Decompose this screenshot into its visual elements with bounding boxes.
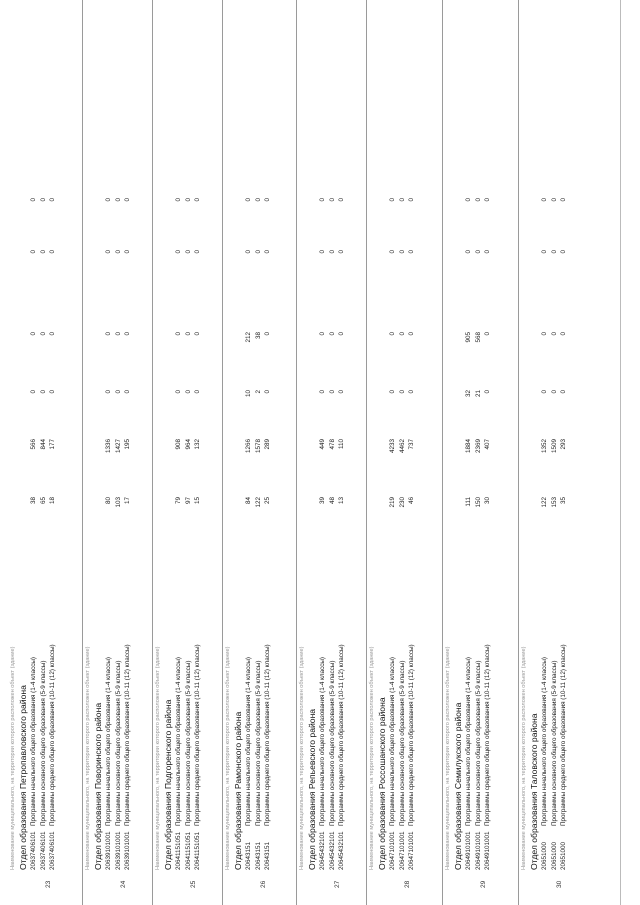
value-cell: 13 xyxy=(338,497,346,505)
program-description: Программы основного общего образования (5-9 классы) xyxy=(398,660,406,826)
value-cell: 0 xyxy=(114,198,122,202)
value-cell: 844 xyxy=(39,439,47,450)
value-cell: 0 xyxy=(254,250,262,254)
value-cell: 0 xyxy=(114,332,122,336)
program-description: Программы среднего общего образования (10-11 (12) классы) xyxy=(194,644,202,826)
value-cell: 293 xyxy=(560,439,568,450)
value-cell: 0 xyxy=(398,198,406,202)
value-cell: 10 xyxy=(245,390,252,398)
value-cell: 25 xyxy=(264,497,272,505)
value-cell: 0 xyxy=(541,390,548,394)
value-cell: 0 xyxy=(49,332,57,336)
value-cell: 0 xyxy=(264,332,272,336)
value-cell: 0 xyxy=(484,198,492,202)
value-cell: 0 xyxy=(328,390,336,394)
value-cell: 0 xyxy=(184,390,192,394)
table-row xyxy=(318,0,328,905)
value-cell: 177 xyxy=(49,439,57,450)
table-row xyxy=(39,0,49,905)
section-header-caption: Наименование муниципального, на территории которого расположен объект (здание) xyxy=(225,646,231,870)
program-description: Программы начального общего образования (1-4 классы) xyxy=(105,656,112,826)
value-cell: 0 xyxy=(328,198,336,202)
value-cell: 1336 xyxy=(105,439,112,454)
value-cell: 0 xyxy=(194,250,202,254)
value-cell: 407 xyxy=(484,439,492,450)
value-cell: 0 xyxy=(550,250,558,254)
department-title: Отдел образования Таловского района xyxy=(529,713,539,870)
value-cell: 103 xyxy=(114,497,122,508)
value-cell: 0 xyxy=(264,250,272,254)
value-cell: 478 xyxy=(328,439,336,450)
program-description: Программы начального общего образования (1-4 классы) xyxy=(465,656,472,826)
oktmo-code: 20647101001 xyxy=(389,831,396,870)
program-description: Программы основного общего образования (5-9 классы) xyxy=(550,660,558,826)
value-cell: 1578 xyxy=(254,439,262,454)
table-row xyxy=(123,0,133,905)
value-cell: 0 xyxy=(338,390,346,394)
section-header-caption: Наименование муниципального, на территории которого расположен объект (здание) xyxy=(369,646,375,870)
oktmo-code: 20641151051 xyxy=(175,831,182,870)
table-row xyxy=(184,0,194,905)
value-cell: 0 xyxy=(398,390,406,394)
program-description: Программы среднего общего образования (10-11 (12) классы) xyxy=(124,644,132,826)
table-row xyxy=(244,0,254,905)
oktmo-code: 20645432101 xyxy=(338,831,346,870)
value-cell: 0 xyxy=(319,198,326,202)
value-cell: 0 xyxy=(49,390,57,394)
value-cell: 0 xyxy=(124,198,132,202)
value-cell: 0 xyxy=(184,198,192,202)
value-cell: 230 xyxy=(398,497,406,508)
value-cell: 195 xyxy=(124,439,132,450)
value-cell: 0 xyxy=(484,390,492,394)
value-cell: 0 xyxy=(338,198,346,202)
value-cell: 0 xyxy=(49,250,57,254)
oktmo-code: 20651000 xyxy=(550,841,558,870)
value-cell: 0 xyxy=(194,332,202,336)
value-cell: 122 xyxy=(254,497,262,508)
value-cell: 568 xyxy=(474,332,482,343)
department-title: Отдел образования Петропавловского района xyxy=(18,685,28,870)
program-description: Программы основного общего образования (5-9 классы) xyxy=(254,660,262,826)
value-cell: 566 xyxy=(30,439,37,450)
program-description: Программы начального общего образования (1-4 классы) xyxy=(175,656,182,826)
value-cell: 0 xyxy=(465,250,472,254)
value-cell: 0 xyxy=(105,332,112,336)
value-cell: 0 xyxy=(389,198,396,202)
value-cell: 150 xyxy=(474,497,482,508)
program-description: Программы начального общего образования (1-4 классы) xyxy=(245,656,252,826)
oktmo-code: 20651000 xyxy=(541,841,548,870)
value-cell: 0 xyxy=(550,198,558,202)
value-cell: 905 xyxy=(465,332,472,343)
value-cell: 38 xyxy=(30,497,37,505)
value-cell: 0 xyxy=(408,332,416,336)
value-cell: 0 xyxy=(398,250,406,254)
value-cell: 0 xyxy=(484,332,492,336)
program-description: Программы основного общего образования (5-9 классы) xyxy=(114,660,122,826)
value-cell: 0 xyxy=(30,250,37,254)
program-description: Программы основного общего образования (5-9 классы) xyxy=(474,660,482,826)
value-cell: 0 xyxy=(484,250,492,254)
value-cell: 0 xyxy=(39,250,47,254)
value-cell: 0 xyxy=(124,390,132,394)
table-row xyxy=(464,0,474,905)
value-cell: 0 xyxy=(184,250,192,254)
value-cell: 0 xyxy=(105,250,112,254)
value-cell: 219 xyxy=(389,497,396,508)
value-cell: 0 xyxy=(398,332,406,336)
value-cell: 1352 xyxy=(541,439,548,454)
value-cell: 0 xyxy=(408,250,416,254)
value-cell: 212 xyxy=(245,332,252,343)
program-description: Программы основного общего образования (5-9 классы) xyxy=(328,660,336,826)
row-number: 23 xyxy=(45,880,52,888)
department-title: Отдел образования Рамонского района xyxy=(233,711,243,870)
value-cell: 0 xyxy=(175,250,182,254)
value-cell: 0 xyxy=(550,332,558,336)
value-cell: 0 xyxy=(175,332,182,336)
value-cell: 0 xyxy=(39,390,47,394)
value-cell: 80 xyxy=(105,497,112,505)
table-row xyxy=(407,0,417,905)
table-row xyxy=(550,0,560,905)
value-cell: 15 xyxy=(194,497,202,505)
program-description: Программы основного общего образования (5-9 классы) xyxy=(184,660,192,826)
value-cell: 0 xyxy=(319,250,326,254)
oktmo-code: 20645432101 xyxy=(319,831,326,870)
value-cell: 48 xyxy=(328,497,336,505)
table-row xyxy=(104,0,114,905)
value-cell: 132 xyxy=(194,439,202,450)
oktmo-code: 20649101001 xyxy=(484,831,492,870)
document-table xyxy=(8,0,592,905)
program-description: Программы начального общего образования (1-4 классы) xyxy=(389,656,396,826)
section-block xyxy=(152,0,222,905)
table-row xyxy=(193,0,203,905)
value-cell: 0 xyxy=(338,332,346,336)
section-block xyxy=(366,0,442,905)
section-block xyxy=(296,0,366,905)
section-header-caption: Наименование муниципального, на территории которого расположен объект (здание) xyxy=(155,646,161,870)
program-description: Программы среднего общего образования (10-11 (12) классы) xyxy=(264,644,272,826)
oktmo-code: 20639101001 xyxy=(114,831,122,870)
value-cell: 0 xyxy=(465,198,472,202)
oktmo-code: 20637406101 xyxy=(30,831,37,870)
value-cell: 0 xyxy=(105,390,112,394)
value-cell: 0 xyxy=(30,332,37,336)
oktmo-code: 20647101001 xyxy=(408,831,416,870)
oktmo-code: 20639101001 xyxy=(105,831,112,870)
table-row xyxy=(540,0,550,905)
row-number: 25 xyxy=(190,880,197,888)
section-header-caption: Наименование муниципального, на территории которого расположен объект (здание) xyxy=(10,646,16,870)
table-row xyxy=(263,0,273,905)
section-header-caption: Наименование муниципального, на территории которого расположен объект (здание) xyxy=(299,646,305,870)
table-row xyxy=(29,0,39,905)
program-description: Программы среднего общего образования (10-11 (12) классы) xyxy=(560,644,568,826)
value-cell: 0 xyxy=(194,198,202,202)
value-cell: 0 xyxy=(245,250,252,254)
value-cell: 449 xyxy=(319,439,326,450)
section-block xyxy=(222,0,296,905)
value-cell: 0 xyxy=(254,198,262,202)
section-header-caption: Наименование муниципального, на территории которого расположен объект (здание) xyxy=(85,646,91,870)
program-description: Программы начального общего образования (1-4 классы) xyxy=(541,656,548,826)
value-cell: 0 xyxy=(560,250,568,254)
value-cell: 0 xyxy=(560,198,568,202)
table-row xyxy=(337,0,347,905)
value-cell: 0 xyxy=(124,250,132,254)
value-cell: 0 xyxy=(184,332,192,336)
value-cell: 4462 xyxy=(398,439,406,454)
value-cell: 0 xyxy=(474,250,482,254)
oktmo-code: 20645432101 xyxy=(328,831,336,870)
value-cell: 153 xyxy=(550,497,558,508)
table-row xyxy=(474,0,484,905)
value-cell: 2369 xyxy=(474,439,482,454)
table-row xyxy=(483,0,493,905)
value-cell: 0 xyxy=(264,390,272,394)
value-cell: 65 xyxy=(39,497,47,505)
value-cell: 79 xyxy=(175,497,182,505)
program-description: Программы основного общего образования (5-9 классы) xyxy=(39,660,47,826)
value-cell: 0 xyxy=(338,250,346,254)
bottom-rule xyxy=(620,0,621,905)
value-cell: 0 xyxy=(124,332,132,336)
value-cell: 0 xyxy=(474,198,482,202)
value-cell: 1266 xyxy=(245,439,252,454)
value-cell: 110 xyxy=(338,439,346,450)
value-cell: 4233 xyxy=(389,439,396,454)
value-cell: 289 xyxy=(264,439,272,450)
program-description: Программы среднего общего образования (10-11 (12) классы) xyxy=(49,644,57,826)
value-cell: 0 xyxy=(30,390,37,394)
program-description: Программы начального общего образования (1-4 классы) xyxy=(319,656,326,826)
value-cell: 0 xyxy=(560,332,568,336)
program-description: Программы среднего общего образования (10-11 (12) классы) xyxy=(408,644,416,826)
value-cell: 0 xyxy=(264,198,272,202)
value-cell: 0 xyxy=(389,332,396,336)
value-cell: 0 xyxy=(541,250,548,254)
value-cell: 46 xyxy=(408,497,416,505)
table-row xyxy=(398,0,408,905)
value-cell: 0 xyxy=(194,390,202,394)
section-header-caption: Наименование муниципального, на территории которого расположен объект (здание) xyxy=(521,646,527,870)
value-cell: 0 xyxy=(560,390,568,394)
value-cell: 0 xyxy=(328,250,336,254)
value-cell: 0 xyxy=(319,390,326,394)
oktmo-code: 20637406101 xyxy=(39,831,47,870)
value-cell: 0 xyxy=(328,332,336,336)
section-block xyxy=(518,0,592,905)
oktmo-code: 20643151 xyxy=(254,841,262,870)
value-cell: 737 xyxy=(408,439,416,450)
table-row xyxy=(48,0,58,905)
value-cell: 0 xyxy=(319,332,326,336)
value-cell: 2 xyxy=(254,390,262,394)
value-cell: 0 xyxy=(408,198,416,202)
value-cell: 30 xyxy=(484,497,492,505)
department-title: Отдел образования Подгоренского района xyxy=(163,699,173,870)
oktmo-code: 20641151051 xyxy=(194,831,202,870)
value-cell: 0 xyxy=(541,332,548,336)
value-cell: 38 xyxy=(254,332,262,340)
table-row xyxy=(254,0,264,905)
value-cell: 97 xyxy=(184,497,192,505)
value-cell: 0 xyxy=(39,332,47,336)
table-row xyxy=(559,0,569,905)
value-cell: 0 xyxy=(389,390,396,394)
department-title: Отдел образования Репьевского района xyxy=(307,708,317,870)
value-cell: 122 xyxy=(541,497,548,508)
row-number: 24 xyxy=(120,880,127,888)
value-cell: 0 xyxy=(245,198,252,202)
value-cell: 1427 xyxy=(114,439,122,454)
section-block xyxy=(442,0,518,905)
value-cell: 964 xyxy=(184,439,192,450)
value-cell: 0 xyxy=(30,198,37,202)
oktmo-code: 20651000 xyxy=(560,841,568,870)
row-number: 27 xyxy=(334,880,341,888)
oktmo-code: 20641151051 xyxy=(184,831,192,870)
program-description: Программы среднего общего образования (10-11 (12) классы) xyxy=(338,644,346,826)
oktmo-code: 20637406101 xyxy=(49,831,57,870)
table-row xyxy=(388,0,398,905)
oktmo-code: 20647101001 xyxy=(398,831,406,870)
oktmo-code: 20643151 xyxy=(245,841,252,870)
table-row xyxy=(328,0,338,905)
value-cell: 0 xyxy=(114,390,122,394)
value-cell: 21 xyxy=(474,390,482,398)
table-row xyxy=(114,0,124,905)
value-cell: 1509 xyxy=(550,439,558,454)
value-cell: 0 xyxy=(39,198,47,202)
value-cell: 111 xyxy=(465,497,472,507)
department-title: Отдел образования Поворинского района xyxy=(93,702,103,870)
value-cell: 1884 xyxy=(465,439,472,454)
value-cell: 0 xyxy=(175,390,182,394)
value-cell: 908 xyxy=(175,439,182,450)
value-cell: 0 xyxy=(105,198,112,202)
program-description: Программы начального общего образования (1-4 классы) xyxy=(30,656,37,826)
program-description: Программы среднего общего образования (10-11 (12) классы) xyxy=(484,644,492,826)
oktmo-code: 20649101001 xyxy=(465,831,472,870)
value-cell: 0 xyxy=(175,198,182,202)
value-cell: 32 xyxy=(465,390,472,398)
oktmo-code: 20639101001 xyxy=(124,831,132,870)
section-block xyxy=(82,0,152,905)
section-block xyxy=(8,0,82,905)
value-cell: 0 xyxy=(114,250,122,254)
row-number: 26 xyxy=(260,880,267,888)
department-title: Отдел образования Семилукского района xyxy=(453,702,463,870)
value-cell: 39 xyxy=(319,497,326,505)
row-number: 28 xyxy=(404,880,411,888)
oktmo-code: 20649101001 xyxy=(474,831,482,870)
row-number: 30 xyxy=(556,880,563,888)
section-header-caption: Наименование муниципального, на территории которого расположен объект (здание) xyxy=(445,646,451,870)
value-cell: 0 xyxy=(550,390,558,394)
oktmo-code: 20643151 xyxy=(264,841,272,870)
department-title: Отдел образования Россошанского района xyxy=(377,697,387,870)
table-row xyxy=(174,0,184,905)
value-cell: 0 xyxy=(49,198,57,202)
value-cell: 0 xyxy=(389,250,396,254)
value-cell: 18 xyxy=(49,497,57,505)
value-cell: 84 xyxy=(245,497,252,505)
value-cell: 17 xyxy=(124,497,132,505)
value-cell: 0 xyxy=(408,390,416,394)
row-number: 29 xyxy=(480,880,487,888)
value-cell: 0 xyxy=(541,198,548,202)
value-cell: 35 xyxy=(560,497,568,505)
